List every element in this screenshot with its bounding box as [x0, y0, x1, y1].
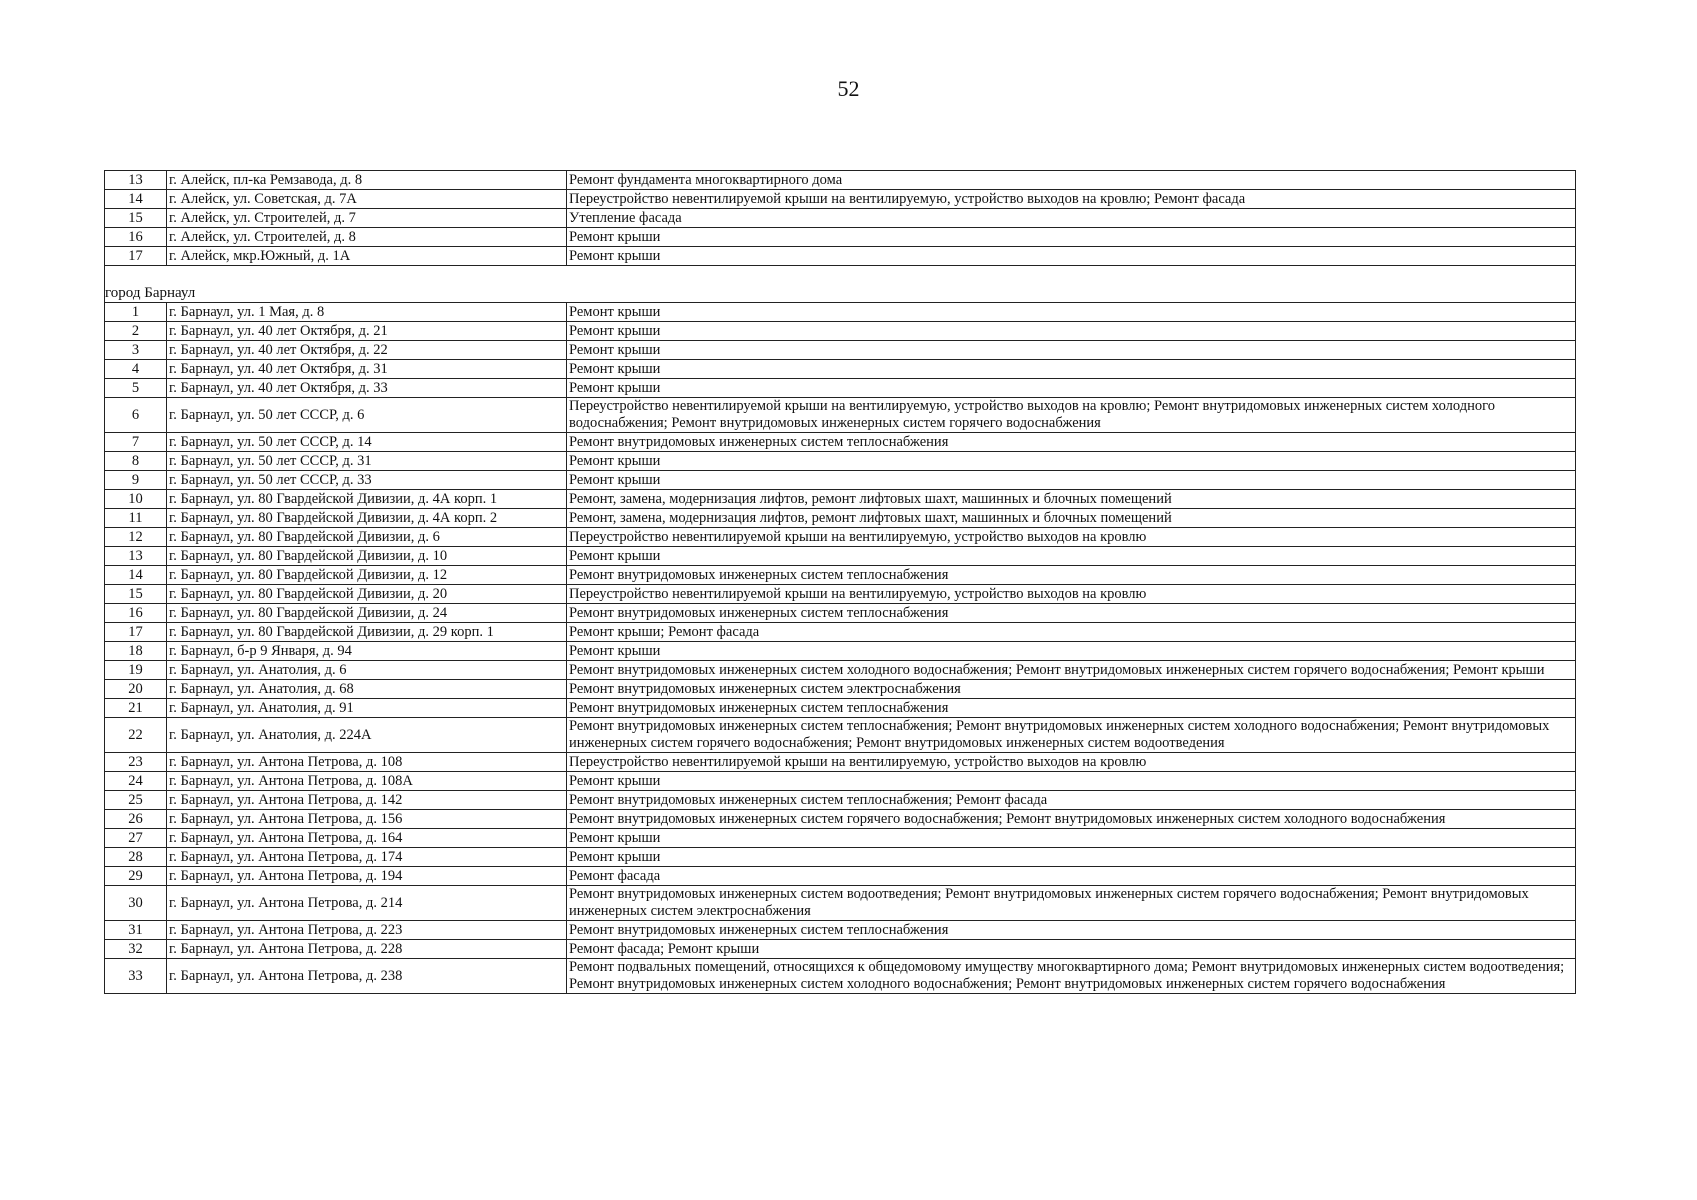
row-number: 7 [105, 433, 167, 452]
table-row [105, 379, 1576, 398]
row-address: г. Барнаул, ул. Антона Петрова, д. 108 [167, 753, 567, 772]
row-number: 31 [105, 921, 167, 940]
row-work: Ремонт фундамента многоквартирного дома [567, 171, 1576, 190]
row-work: Переустройство невентилируемой крыши на вентилируемую, устройство выходов на кровлю [567, 528, 1576, 547]
row-number: 29 [105, 867, 167, 886]
row-address: г. Барнаул, ул. 80 Гвардейской Дивизии, д. 4А корп. 1 [167, 490, 567, 509]
row-address: г. Барнаул, ул. 80 Гвардейской Дивизии, д. 6 [167, 528, 567, 547]
row-number: 15 [105, 209, 167, 228]
row-work: Ремонт крыши [567, 471, 1576, 490]
row-address: г. Алейск, ул. Строителей, д. 7 [167, 209, 567, 228]
row-number: 21 [105, 699, 167, 718]
table-row [105, 753, 1576, 772]
row-number: 18 [105, 642, 167, 661]
row-work: Ремонт крыши [567, 772, 1576, 791]
row-work: Ремонт внутридомовых инженерных систем теплоснабжения [567, 699, 1576, 718]
table-row [105, 699, 1576, 718]
table-row [105, 490, 1576, 509]
row-number: 3 [105, 341, 167, 360]
row-number: 17 [105, 247, 167, 266]
row-work: Переустройство невентилируемой крыши на вентилируемую, устройство выходов на кровлю; Ремонт внутридомовых инженерных систем холодного водоснабжения; Ремонт внутридомовых инженерных систем горячего водоснабжения [567, 398, 1576, 433]
table-row [105, 247, 1576, 266]
repair-table-body [105, 171, 1576, 994]
section-row [105, 266, 1576, 303]
row-address: г. Барнаул, ул. 40 лет Октября, д. 33 [167, 379, 567, 398]
row-work: Ремонт крыши [567, 848, 1576, 867]
row-number: 2 [105, 322, 167, 341]
row-work: Ремонт внутридомовых инженерных систем теплоснабжения; Ремонт внутридомовых инженерных систем холодного водоснабжения; Ремонт внутридомовых инженерных систем горячего водоснабжения; Ремонт внутридомовых инженерных систем водоотведения [567, 718, 1576, 753]
table-row [105, 886, 1576, 921]
row-number: 5 [105, 379, 167, 398]
row-address: г. Барнаул, ул. 40 лет Октября, д. 22 [167, 341, 567, 360]
row-work: Переустройство невентилируемой крыши на вентилируемую, устройство выходов на кровлю [567, 585, 1576, 604]
table-row [105, 680, 1576, 699]
row-work: Ремонт крыши [567, 829, 1576, 848]
row-number: 25 [105, 791, 167, 810]
row-address: г. Барнаул, ул. Антона Петрова, д. 142 [167, 791, 567, 810]
table-row [105, 341, 1576, 360]
row-address: г. Барнаул, ул. 50 лет СССР, д. 33 [167, 471, 567, 490]
row-work: Ремонт, замена, модернизация лифтов, ремонт лифтовых шахт, машинных и блочных помещений [567, 490, 1576, 509]
row-address: г. Барнаул, ул. 80 Гвардейской Дивизии, д. 12 [167, 566, 567, 585]
row-address: г. Барнаул, ул. 1 Мая, д. 8 [167, 303, 567, 322]
row-address: г. Барнаул, ул. 50 лет СССР, д. 31 [167, 452, 567, 471]
row-work: Ремонт подвальных помещений, относящихся к общедомовому имуществу многоквартирного дома; Ремонт внутридомовых инженерных систем водоотведения; Ремонт внутридомовых инженерных систем холодного водоснабжения; Ремонт внутридомовых инженерных систем горячего водоснабжения [567, 959, 1576, 994]
table-row [105, 642, 1576, 661]
row-work: Ремонт крыши [567, 303, 1576, 322]
row-number: 28 [105, 848, 167, 867]
row-address: г. Барнаул, ул. Анатолия, д. 6 [167, 661, 567, 680]
table-row [105, 171, 1576, 190]
row-number: 16 [105, 228, 167, 247]
row-work: Ремонт внутридомовых инженерных систем теплоснабжения [567, 566, 1576, 585]
row-number: 19 [105, 661, 167, 680]
row-address: г. Алейск, пл-ка Ремзавода, д. 8 [167, 171, 567, 190]
table-row [105, 509, 1576, 528]
row-address: г. Барнаул, ул. Антона Петрова, д. 194 [167, 867, 567, 886]
row-number: 27 [105, 829, 167, 848]
row-address: г. Барнаул, ул. Антона Петрова, д. 228 [167, 940, 567, 959]
table-row [105, 209, 1576, 228]
row-address: г. Барнаул, ул. Антона Петрова, д. 214 [167, 886, 567, 921]
row-number: 32 [105, 940, 167, 959]
row-work: Ремонт внутридомовых инженерных систем горячего водоснабжения; Ремонт внутридомовых инженерных систем холодного водоснабжения [567, 810, 1576, 829]
row-number: 14 [105, 566, 167, 585]
table-row [105, 848, 1576, 867]
row-work: Утепление фасада [567, 209, 1576, 228]
row-number: 24 [105, 772, 167, 791]
row-work: Ремонт крыши [567, 547, 1576, 566]
table-row [105, 623, 1576, 642]
row-work: Ремонт внутридомовых инженерных систем холодного водоснабжения; Ремонт внутридомовых инженерных систем горячего водоснабжения; Ремонт крыши [567, 661, 1576, 680]
table-row [105, 433, 1576, 452]
row-address: г. Барнаул, ул. Антона Петрова, д. 174 [167, 848, 567, 867]
row-address: г. Барнаул, ул. Анатолия, д. 91 [167, 699, 567, 718]
row-number: 20 [105, 680, 167, 699]
table-row [105, 228, 1576, 247]
row-work: Переустройство невентилируемой крыши на вентилируемую, устройство выходов на кровлю [567, 753, 1576, 772]
row-address: г. Барнаул, ул. Антона Петрова, д. 223 [167, 921, 567, 940]
table-row [105, 959, 1576, 994]
row-work: Ремонт внутридомовых инженерных систем теплоснабжения [567, 433, 1576, 452]
table-row [105, 791, 1576, 810]
row-address: г. Барнаул, ул. 40 лет Октября, д. 31 [167, 360, 567, 379]
row-work: Ремонт крыши [567, 379, 1576, 398]
row-work: Ремонт внутридомовых инженерных систем теплоснабжения; Ремонт фасада [567, 791, 1576, 810]
row-work: Ремонт внутридомовых инженерных систем теплоснабжения [567, 921, 1576, 940]
row-number: 9 [105, 471, 167, 490]
table-row [105, 921, 1576, 940]
table-row [105, 867, 1576, 886]
row-work: Ремонт фасада [567, 867, 1576, 886]
section-title: город Барнаул [105, 266, 1576, 303]
table-row [105, 585, 1576, 604]
row-number: 26 [105, 810, 167, 829]
row-number: 8 [105, 452, 167, 471]
row-address: г. Барнаул, ул. 80 Гвардейской Дивизии, д. 4А корп. 2 [167, 509, 567, 528]
table-row [105, 303, 1576, 322]
row-address: г. Барнаул, б-р 9 Января, д. 94 [167, 642, 567, 661]
row-work: Ремонт крыши [567, 228, 1576, 247]
row-number: 6 [105, 398, 167, 433]
row-address: г. Барнаул, ул. Антона Петрова, д. 164 [167, 829, 567, 848]
row-work: Переустройство невентилируемой крыши на вентилируемую, устройство выходов на кровлю; Ремонт фасада [567, 190, 1576, 209]
row-number: 15 [105, 585, 167, 604]
table-row [105, 452, 1576, 471]
row-work: Ремонт, замена, модернизация лифтов, ремонт лифтовых шахт, машинных и блочных помещений [567, 509, 1576, 528]
table-row [105, 718, 1576, 753]
row-work: Ремонт крыши [567, 360, 1576, 379]
row-number: 12 [105, 528, 167, 547]
table-row [105, 772, 1576, 791]
row-number: 33 [105, 959, 167, 994]
row-number: 4 [105, 360, 167, 379]
row-number: 13 [105, 547, 167, 566]
table-row [105, 604, 1576, 623]
row-number: 30 [105, 886, 167, 921]
row-work: Ремонт крыши [567, 341, 1576, 360]
row-work: Ремонт внутридомовых инженерных систем водоотведения; Ремонт внутридомовых инженерных систем горячего водоснабжения; Ремонт внутридомовых инженерных систем электроснабжения [567, 886, 1576, 921]
table-row [105, 810, 1576, 829]
row-address: г. Алейск, ул. Строителей, д. 8 [167, 228, 567, 247]
table-row [105, 322, 1576, 341]
row-number: 22 [105, 718, 167, 753]
row-number: 11 [105, 509, 167, 528]
page-number: 52 [837, 76, 860, 101]
repair-table-container [104, 170, 1575, 994]
row-address: г. Барнаул, ул. 40 лет Октября, д. 21 [167, 322, 567, 341]
row-number: 17 [105, 623, 167, 642]
row-address: г. Барнаул, ул. Антона Петрова, д. 238 [167, 959, 567, 994]
row-address: г. Барнаул, ул. 80 Гвардейской Дивизии, д. 24 [167, 604, 567, 623]
row-number: 1 [105, 303, 167, 322]
row-number: 23 [105, 753, 167, 772]
row-work: Ремонт внутридомовых инженерных систем электроснабжения [567, 680, 1576, 699]
table-row [105, 566, 1576, 585]
row-work: Ремонт крыши [567, 642, 1576, 661]
row-address: г. Алейск, мкр.Южный, д. 1А [167, 247, 567, 266]
row-number: 14 [105, 190, 167, 209]
row-address: г. Барнаул, ул. Анатолия, д. 224А [167, 718, 567, 753]
table-row [105, 471, 1576, 490]
table-row [105, 940, 1576, 959]
row-address: г. Барнаул, ул. Антона Петрова, д. 156 [167, 810, 567, 829]
row-number: 10 [105, 490, 167, 509]
table-row [105, 829, 1576, 848]
row-work: Ремонт внутридомовых инженерных систем теплоснабжения [567, 604, 1576, 623]
table-row [105, 528, 1576, 547]
row-number: 13 [105, 171, 167, 190]
row-address: г. Барнаул, ул. 80 Гвардейской Дивизии, д. 29 корп. 1 [167, 623, 567, 642]
row-work: Ремонт фасада; Ремонт крыши [567, 940, 1576, 959]
row-address: г. Барнаул, ул. Антона Петрова, д. 108А [167, 772, 567, 791]
row-work: Ремонт крыши [567, 247, 1576, 266]
repair-table [104, 170, 1576, 994]
row-address: г. Барнаул, ул. 50 лет СССР, д. 14 [167, 433, 567, 452]
row-address: г. Барнаул, ул. 80 Гвардейской Дивизии, д. 20 [167, 585, 567, 604]
table-row [105, 661, 1576, 680]
row-address: г. Барнаул, ул. Анатолия, д. 68 [167, 680, 567, 699]
table-row [105, 547, 1576, 566]
row-work: Ремонт крыши; Ремонт фасада [567, 623, 1576, 642]
row-number: 16 [105, 604, 167, 623]
row-address: г. Барнаул, ул. 50 лет СССР, д. 6 [167, 398, 567, 433]
row-address: г. Барнаул, ул. 80 Гвардейской Дивизии, д. 10 [167, 547, 567, 566]
table-row [105, 398, 1576, 433]
table-row [105, 190, 1576, 209]
row-work: Ремонт крыши [567, 452, 1576, 471]
table-row [105, 360, 1576, 379]
row-work: Ремонт крыши [567, 322, 1576, 341]
row-address: г. Алейск, ул. Советская, д. 7А [167, 190, 567, 209]
